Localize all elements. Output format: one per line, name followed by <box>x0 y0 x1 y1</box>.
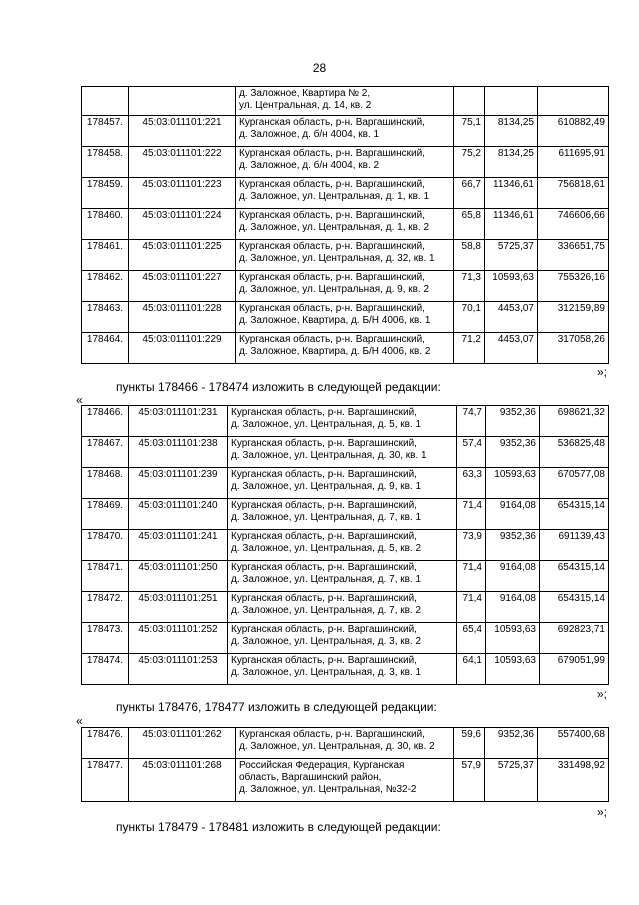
total-value: 336651,75 <box>538 240 609 271</box>
cadastral-number: 45:03:011101:250 <box>129 561 228 592</box>
area: 73,9 <box>457 530 486 561</box>
address-line-2: д. Заложное, ул. Центральная, д. 30, кв. 2 <box>239 741 435 752</box>
address-line-1: Курганская область, р-н. Варгашинский, <box>239 272 425 283</box>
price-per-unit: 10593,63 <box>486 623 540 654</box>
address-line-1: Курганская область, р-н. Варгашинский, <box>231 655 417 666</box>
row-number: 178477. <box>82 759 129 802</box>
area: 65,4 <box>457 623 486 654</box>
price-per-unit: 11346,61 <box>485 178 538 209</box>
price-per-unit: 9352,36 <box>485 728 538 759</box>
address-line-1: Курганская область, р-н. Варгашинский, <box>239 179 425 190</box>
cadastral-number: 45:03:011101:251 <box>129 592 228 623</box>
amendment-paragraph: пункты 178479 - 178481 изложить в следующей редакции: <box>116 820 441 834</box>
table-row <box>82 209 609 240</box>
area: 59,6 <box>454 728 485 759</box>
address <box>228 530 457 561</box>
table-row <box>82 333 609 364</box>
address <box>236 271 454 302</box>
address-line-1: Курганская область, р-н. Варгашинский, <box>239 117 425 128</box>
table-row <box>82 302 609 333</box>
address-line-1: Курганская область, р-н. Варгашинский, <box>239 241 425 252</box>
address-line-2: д. Заложное, ул. Центральная, д. 5, кв. 1 <box>231 419 422 430</box>
total-value: 755326,16 <box>538 271 609 302</box>
total-value: 670577,08 <box>540 468 609 499</box>
address-line-1: Российская Федерация, Курганская <box>239 760 405 771</box>
price-per-unit: 10593,63 <box>486 468 540 499</box>
table-row <box>82 561 609 592</box>
row-number: 178462. <box>82 271 129 302</box>
price-per-unit: 9164,08 <box>486 499 540 530</box>
address <box>228 623 457 654</box>
address-line-1: Курганская область, р-н. Варгашинский, <box>239 303 425 314</box>
cadastral-number: 45:03:011101:239 <box>129 468 228 499</box>
address-line-2: д. Заложное, ул. Центральная, д. 1, кв. 1 <box>239 191 430 202</box>
table-row <box>82 240 609 271</box>
address <box>236 87 454 116</box>
address <box>236 333 454 364</box>
address <box>228 406 457 437</box>
address-line-2: д. Заложное, ул. Центральная, д. 7, кв. 2 <box>231 605 422 616</box>
total-value: 654315,14 <box>540 561 609 592</box>
address-line-1: Курганская область, р-н. Варгашинский, <box>231 531 417 542</box>
address-line-2: д. Заложное, ул. Центральная, д. 7, кв. 1 <box>231 574 422 585</box>
address-line-1: д. Заложное, Квартира № 2, <box>239 88 371 99</box>
total-value: 654315,14 <box>540 499 609 530</box>
table-row <box>82 530 609 561</box>
total-value: 557400,68 <box>538 728 609 759</box>
table-row <box>82 147 609 178</box>
row-number: 178458. <box>82 147 129 178</box>
address <box>236 302 454 333</box>
address-line-1: Курганская область, р-н. Варгашинский, <box>231 469 417 480</box>
cadastral-number: 45:03:011101:238 <box>129 437 228 468</box>
cadastral-number: 45:03:011101:253 <box>129 654 228 685</box>
address-line-2: д. Заложное, ул. Центральная, д. 9, кв. 1 <box>231 481 422 492</box>
price-per-unit: 8134,25 <box>485 147 538 178</box>
area: 64,1 <box>457 654 486 685</box>
address <box>228 499 457 530</box>
address <box>236 116 454 147</box>
price-per-unit: 9164,08 <box>486 592 540 623</box>
address <box>236 728 454 759</box>
table-1 <box>81 86 609 364</box>
price-per-unit <box>485 87 538 116</box>
address-line-2: д. Заложное, Квартира, д. Б/Н 4006, кв. 2 <box>239 346 431 357</box>
table-row <box>82 728 609 759</box>
address-line-2: д. Заложное, д. б/н 4004, кв. 2 <box>239 160 380 171</box>
address-line-1: Курганская область, р-н. Варгашинский, <box>239 210 425 221</box>
table-row <box>82 271 609 302</box>
cadastral-number: 45:03:011101:229 <box>129 333 236 364</box>
row-number: 178469. <box>82 499 129 530</box>
cadastral-number: 45:03:011101:262 <box>129 728 236 759</box>
address-line-1: Курганская область, р-н. Варгашинский, <box>231 438 417 449</box>
opening-quote: « <box>76 393 83 407</box>
area: 71,4 <box>457 561 486 592</box>
area: 71,2 <box>454 333 485 364</box>
address-line-2: д. Заложное, ул. Центральная, д. 9, кв. 2 <box>239 284 430 295</box>
table-row <box>82 437 609 468</box>
row-number: 178464. <box>82 333 129 364</box>
address <box>236 209 454 240</box>
table-row <box>82 87 609 116</box>
cadastral-number: 45:03:011101:252 <box>129 623 228 654</box>
row-number: 178461. <box>82 240 129 271</box>
address-line-2: д. Заложное, ул. Центральная, д. 1, кв. 2 <box>239 222 430 233</box>
total-value: 756818,61 <box>538 178 609 209</box>
total-value: 317058,26 <box>538 333 609 364</box>
total-value: 312159,89 <box>538 302 609 333</box>
table-2 <box>81 405 609 685</box>
row-number: 178474. <box>82 654 129 685</box>
address <box>228 654 457 685</box>
cadastral-number: 45:03:011101:222 <box>129 147 236 178</box>
row-number: 178473. <box>82 623 129 654</box>
address-line-1: Курганская область, р-н. Варгашинский, <box>239 729 425 740</box>
cadastral-number: 45:03:011101:228 <box>129 302 236 333</box>
address <box>236 178 454 209</box>
address-line-2: д. Заложное, д. б/н 4004, кв. 1 <box>239 129 380 140</box>
address-line-1: Курганская область, р-н. Варгашинский, <box>239 334 425 345</box>
address-line-2: д. Заложное, ул. Центральная, д. 3, кв. 2 <box>231 636 422 647</box>
amendment-paragraph: пункты 178466 - 178474 изложить в следующей редакции: <box>116 380 441 394</box>
area: 71,3 <box>454 271 485 302</box>
address <box>236 240 454 271</box>
area: 70,1 <box>454 302 485 333</box>
table-row <box>82 499 609 530</box>
row-number: 178460. <box>82 209 129 240</box>
row-number: 178468. <box>82 468 129 499</box>
address <box>228 468 457 499</box>
closing-quote: »; <box>596 687 607 701</box>
cadastral-number: 45:03:011101:268 <box>129 759 236 802</box>
table-1-body <box>82 87 609 364</box>
total-value: 611695,91 <box>538 147 609 178</box>
address-line-1: Курганская область, р-н. Варгашинский, <box>231 593 417 604</box>
area <box>454 87 485 116</box>
total-value: 679051,99 <box>540 654 609 685</box>
total-value: 610882,49 <box>538 116 609 147</box>
address-line-2: д. Заложное, ул. Центральная, д. 30, кв. 1 <box>231 450 427 461</box>
price-per-unit: 9352,36 <box>486 530 540 561</box>
address-line-2: д. Заложное, ул. Центральная, д. 5, кв. 2 <box>231 543 422 554</box>
cadastral-number: 45:03:011101:231 <box>129 406 228 437</box>
address-line-1: Курганская область, р-н. Варгашинский, <box>231 500 417 511</box>
cadastral-number: 45:03:011101:225 <box>129 240 236 271</box>
area: 65,8 <box>454 209 485 240</box>
total-value: 654315,14 <box>540 592 609 623</box>
row-number: 178470. <box>82 530 129 561</box>
address <box>236 147 454 178</box>
address-line-1: Курганская область, р-н. Варгашинский, <box>231 562 417 573</box>
table-row <box>82 178 609 209</box>
address-line-1: Курганская область, р-н. Варгашинский, <box>239 148 425 159</box>
table-row <box>82 654 609 685</box>
row-number: 178476. <box>82 728 129 759</box>
table-row <box>82 592 609 623</box>
row-number: 178471. <box>82 561 129 592</box>
table-row <box>82 759 609 802</box>
row-number: 178457. <box>82 116 129 147</box>
total-value: 691139,43 <box>540 530 609 561</box>
cadastral-number: 45:03:011101:221 <box>129 116 236 147</box>
table-row <box>82 623 609 654</box>
area: 57,4 <box>457 437 486 468</box>
page-number: 28 <box>312 61 327 75</box>
table-row <box>82 406 609 437</box>
row-number: 178466. <box>82 406 129 437</box>
row-number: 178472. <box>82 592 129 623</box>
total-value: 746606,66 <box>538 209 609 240</box>
address-line-2: область, Варгашинский район, <box>239 772 382 783</box>
table-row <box>82 116 609 147</box>
row-number: 178463. <box>82 302 129 333</box>
table-row <box>82 468 609 499</box>
area: 74,7 <box>457 406 486 437</box>
price-per-unit: 5725,37 <box>485 759 538 802</box>
table-3-body <box>82 728 609 802</box>
address <box>228 437 457 468</box>
total-value <box>538 87 609 116</box>
row-number <box>82 87 129 116</box>
price-per-unit: 9352,36 <box>486 437 540 468</box>
price-per-unit: 5725,37 <box>485 240 538 271</box>
closing-quote: »; <box>596 805 607 819</box>
price-per-unit: 9164,08 <box>486 561 540 592</box>
price-per-unit: 10593,63 <box>486 654 540 685</box>
address-line-2: д. Заложное, ул. Центральная, д. 7, кв. 1 <box>231 512 422 523</box>
address <box>236 759 454 802</box>
address <box>228 592 457 623</box>
price-per-unit: 4453,07 <box>485 302 538 333</box>
area: 66,7 <box>454 178 485 209</box>
address-line-2: д. Заложное, ул. Центральная, д. 3, кв. 1 <box>231 667 422 678</box>
area: 75,1 <box>454 116 485 147</box>
address-line-2: ул. Центральная, д. 14, кв. 2 <box>239 100 372 111</box>
opening-quote: « <box>76 714 83 728</box>
cadastral-number <box>129 87 236 116</box>
area: 75,2 <box>454 147 485 178</box>
table-2-body <box>82 406 609 685</box>
price-per-unit: 4453,07 <box>485 333 538 364</box>
cadastral-number: 45:03:011101:227 <box>129 271 236 302</box>
cadastral-number: 45:03:011101:223 <box>129 178 236 209</box>
area: 63,3 <box>457 468 486 499</box>
row-number: 178467. <box>82 437 129 468</box>
address-line-1: Курганская область, р-н. Варгашинский, <box>231 624 417 635</box>
address-line-2: д. Заложное, ул. Центральная, д. 32, кв. 1 <box>239 253 435 264</box>
table-3 <box>81 727 609 802</box>
area: 71,4 <box>457 592 486 623</box>
address-line-1: Курганская область, р-н. Варгашинский, <box>231 407 417 418</box>
cadastral-number: 45:03:011101:240 <box>129 499 228 530</box>
total-value: 692823,71 <box>540 623 609 654</box>
amendment-paragraph: пункты 178476, 178477 изложить в следующей редакции: <box>116 700 437 714</box>
address-line-2: д. Заложное, Квартира, д. Б/Н 4006, кв. 1 <box>239 315 431 326</box>
closing-quote: »; <box>596 365 607 379</box>
address-line-3: д. Заложное, ул. Центральная, №32-2 <box>239 784 417 795</box>
area: 57,9 <box>454 759 485 802</box>
total-value: 331498,92 <box>538 759 609 802</box>
price-per-unit: 10593,63 <box>485 271 538 302</box>
price-per-unit: 8134,25 <box>485 116 538 147</box>
address <box>228 561 457 592</box>
row-number: 178459. <box>82 178 129 209</box>
cadastral-number: 45:03:011101:241 <box>129 530 228 561</box>
cadastral-number: 45:03:011101:224 <box>129 209 236 240</box>
price-per-unit: 9352,36 <box>486 406 540 437</box>
total-value: 536825,48 <box>540 437 609 468</box>
price-per-unit: 11346,61 <box>485 209 538 240</box>
area: 71,4 <box>457 499 486 530</box>
area: 58,8 <box>454 240 485 271</box>
total-value: 698621,32 <box>540 406 609 437</box>
